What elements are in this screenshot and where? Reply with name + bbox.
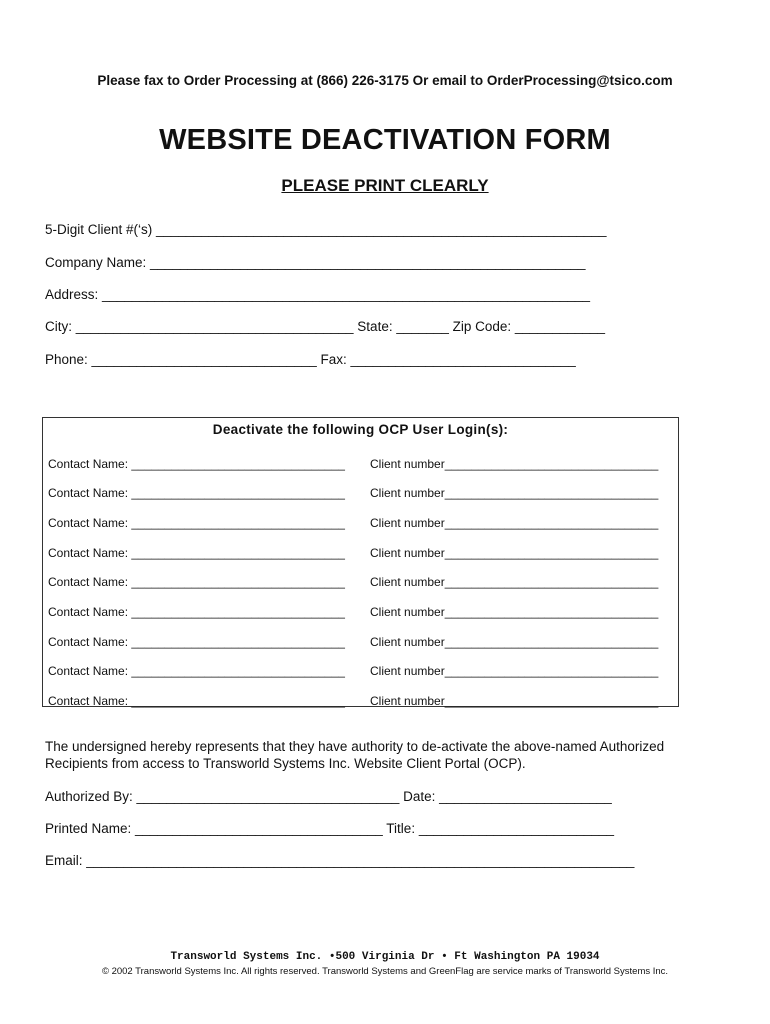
- address-field[interactable]: Address: _________________________________________________________________: [45, 287, 591, 302]
- company-name-field[interactable]: Company Name: __________________________________________________________: [45, 255, 586, 270]
- contact-name-field[interactable]: Contact Name: ________________________________: [48, 516, 345, 530]
- authorization-statement: The undersigned hereby represents that they have authority to de-activate the above-named Authorized Recipients from access to Transworld Systems Inc. Website Client Portal (OCP).: [45, 739, 665, 771]
- footer-address: Transworld Systems Inc. •500 Virginia Dr • Ft Washington PA 19034: [170, 951, 600, 963]
- client-number-field[interactable]: 5-Digit Client #(‘s) ____________________________________________________________: [45, 222, 607, 237]
- login-row: [48, 486, 658, 500]
- contact-name-field[interactable]: Contact Name: ________________________________: [48, 664, 345, 678]
- client-number-row-field[interactable]: Client number________________________________: [370, 694, 659, 708]
- city-state-zip-field[interactable]: City: _____________________________________ State: _______ Zip Code: ____________: [45, 319, 606, 334]
- contact-name-field[interactable]: Contact Name: ________________________________: [48, 486, 345, 500]
- contact-name-field[interactable]: Contact Name: ________________________________: [48, 605, 345, 619]
- login-row: [48, 635, 658, 649]
- phone-fax-field[interactable]: Phone: ______________________________ Fax: ______________________________: [45, 352, 576, 367]
- email-field[interactable]: Email: _________________________________________________________________________: [45, 853, 635, 868]
- login-row: [48, 664, 658, 678]
- login-row: [48, 575, 658, 589]
- deactivation-box: [42, 417, 679, 707]
- contact-name-field[interactable]: Contact Name: ________________________________: [48, 546, 345, 560]
- contact-name-field[interactable]: Contact Name: ________________________________: [48, 575, 345, 589]
- client-number-row-field[interactable]: Client number________________________________: [370, 664, 659, 678]
- contact-name-field[interactable]: Contact Name: ________________________________: [48, 635, 345, 649]
- client-number-row-field[interactable]: Client number________________________________: [370, 635, 659, 649]
- deactivation-box-header: Deactivate the following OCP User Login(s):: [212, 422, 509, 437]
- login-row: [48, 457, 658, 471]
- client-number-row-field[interactable]: Client number________________________________: [370, 457, 659, 471]
- client-number-row-field[interactable]: Client number________________________________: [370, 516, 659, 530]
- fax-instructions: Please fax to Order Processing at (866) 226-3175 Or email to OrderProcessing@tsico.com: [97, 73, 673, 88]
- form-subtitle: PLEASE PRINT CLEARLY: [281, 176, 489, 195]
- login-row: [48, 694, 658, 708]
- authorized-by-field[interactable]: Authorized By: ___________________________________ Date: _______________________: [45, 789, 612, 804]
- login-row: [48, 605, 658, 619]
- client-number-row-field[interactable]: Client number________________________________: [370, 605, 659, 619]
- printed-name-field[interactable]: Printed Name: _________________________________ Title: __________________________: [45, 821, 615, 836]
- login-row: [48, 546, 658, 560]
- contact-name-field[interactable]: Contact Name: ________________________________: [48, 457, 345, 471]
- login-row: [48, 516, 658, 530]
- client-number-row-field[interactable]: Client number________________________________: [370, 486, 659, 500]
- form-title: WEBSITE DEACTIVATION FORM: [159, 124, 611, 156]
- footer-copyright: © 2002 Transworld Systems Inc. All rights reserved. Transworld Systems and GreenFlag are service marks of Transworld Systems Inc.: [101, 966, 669, 977]
- client-number-row-field[interactable]: Client number________________________________: [370, 546, 659, 560]
- client-number-row-field[interactable]: Client number________________________________: [370, 575, 659, 589]
- contact-name-field[interactable]: Contact Name: ________________________________: [48, 694, 345, 708]
